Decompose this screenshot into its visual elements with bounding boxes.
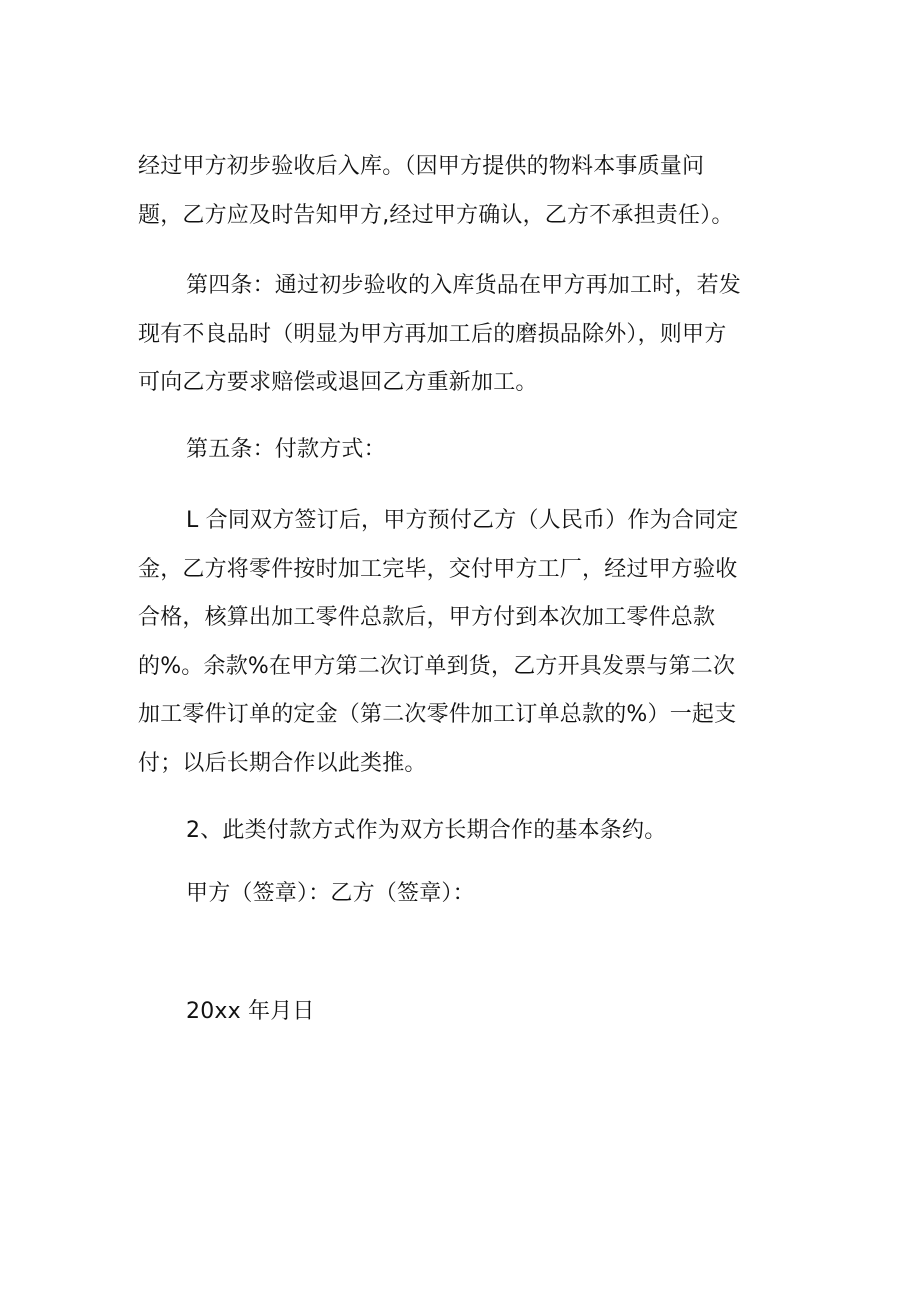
text-line: 甲方（签章）：乙方（签章）：: [186, 881, 475, 906]
text-line: L 合同双方签订后，甲方预付乙方（人民币）作为合同定: [186, 508, 739, 533]
text-line: 合格，核算出加工零件总款后，甲方付到本次加工零件总款: [138, 605, 716, 630]
text-line: 加工零件订单的定金（第二次零件加工订单总款的%）一起支: [138, 702, 737, 727]
paragraph-date: [138, 988, 778, 1037]
paragraph-article-five-heading: [138, 426, 778, 475]
paragraph-signatures: [138, 870, 778, 919]
text-line: 第四条：通过初步验收的入库货品在甲方再加工时，若发: [186, 273, 742, 298]
text-line: 经过甲方初步验收后入库。（因甲方提供的物料本事质量问: [138, 154, 705, 179]
text-line: 题，乙方应及时告知甲方,经过甲方确认，乙方不承担责任）。: [138, 202, 734, 228]
text-line: 2、此类付款方式作为双方长期合作的基本条约。: [186, 818, 667, 843]
text-line: 现有不良品时（明显为甲方再加工后的磨损品除外），则甲方: [138, 321, 727, 347]
paragraph-payment-clause-2: [138, 807, 778, 856]
paragraph-payment-clause-1: [138, 497, 778, 788]
text-line: 付；以后长期合作以此类推。: [138, 750, 427, 776]
text-line: 第五条：付款方式：: [186, 437, 386, 462]
text-line: 20xx 年月日: [186, 999, 315, 1024]
paragraph-acceptance-continued: [138, 143, 778, 240]
text-line: 可向乙方要求赔偿或退回乙方重新加工。: [138, 370, 538, 395]
text-line: 金，乙方将零件按时加工完毕，交付甲方工厂，经过甲方验收: [138, 556, 738, 582]
paragraph-article-four: [138, 262, 778, 408]
text-line: 的%。余款%在甲方第二次订单到货，乙方开具发票与第二次: [138, 653, 736, 679]
